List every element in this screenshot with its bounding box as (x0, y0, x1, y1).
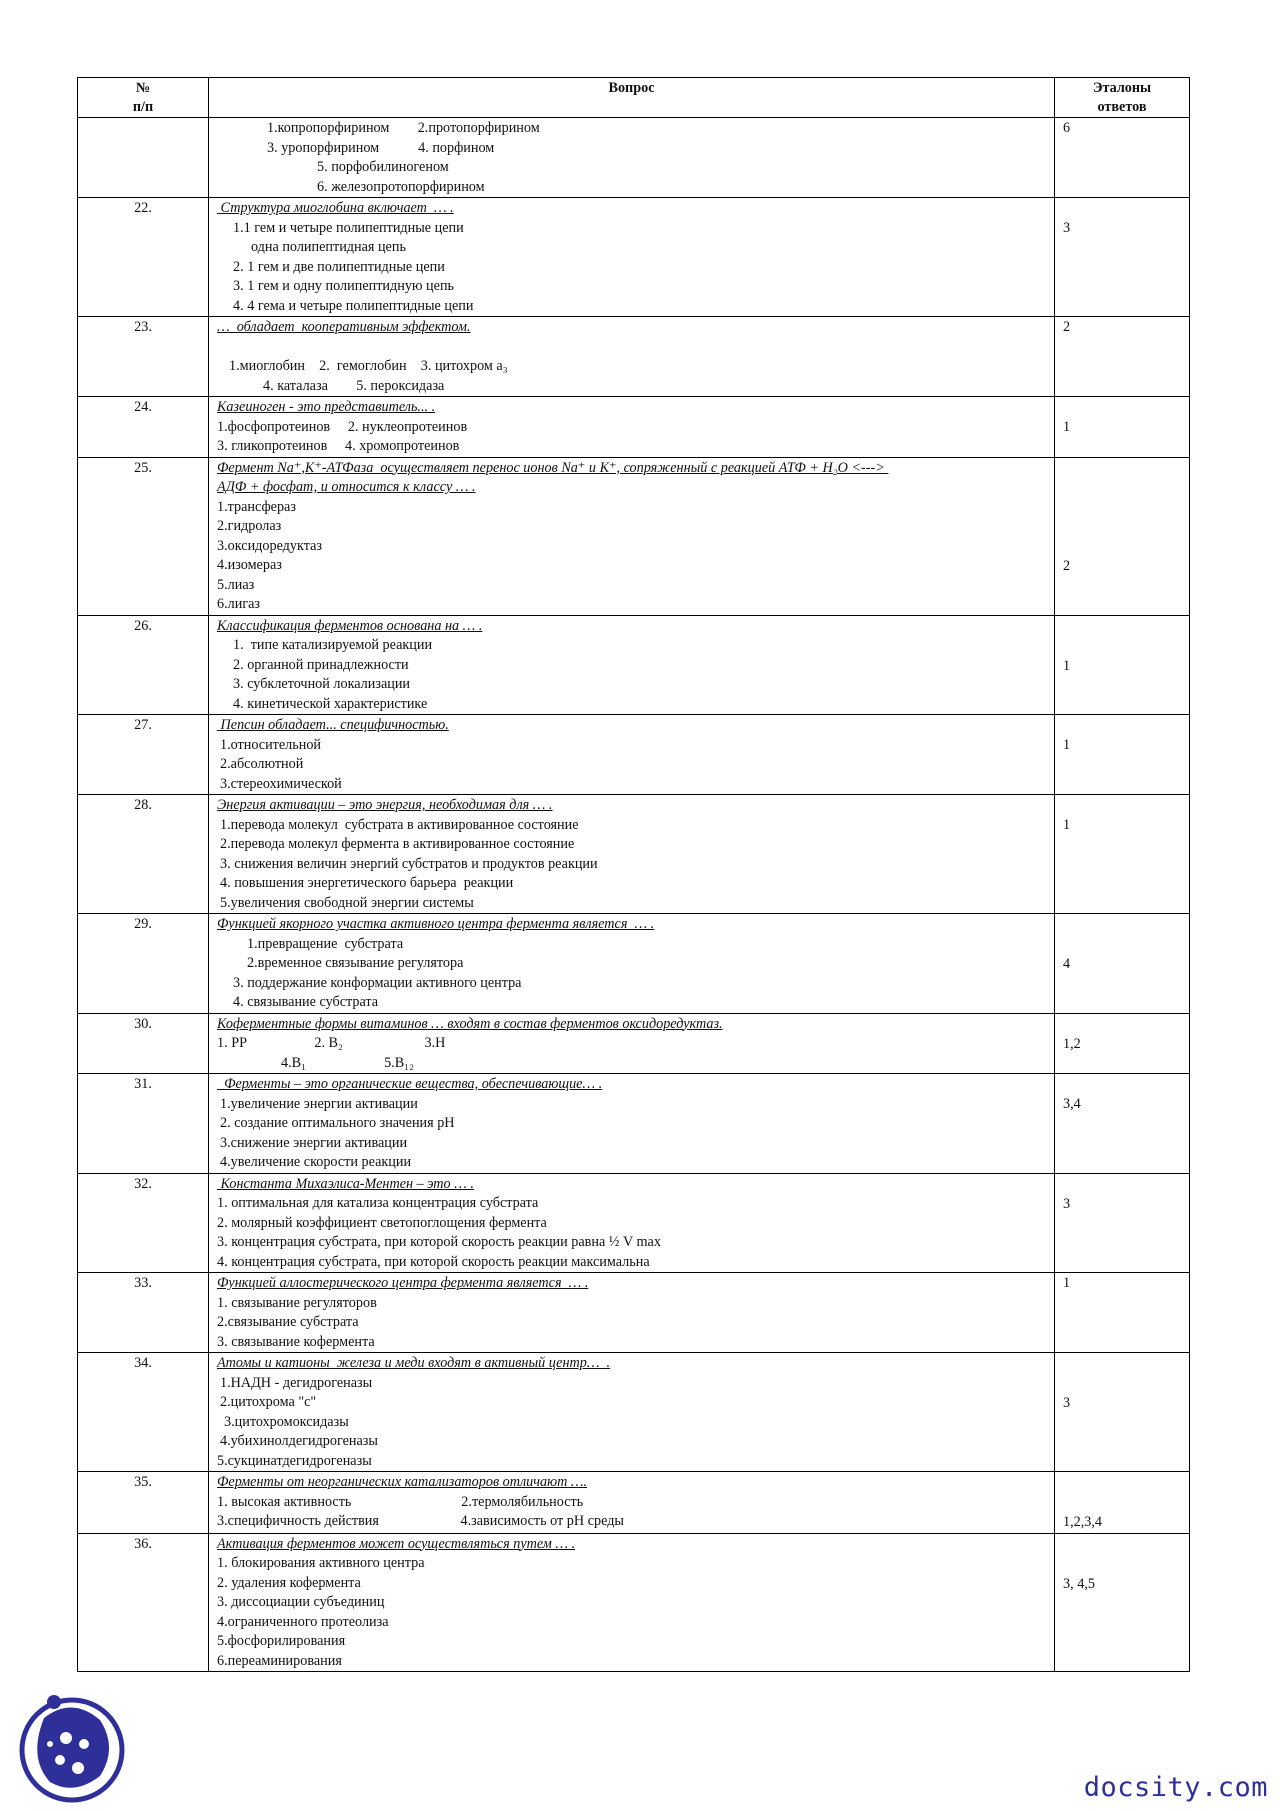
table-row (78, 1533, 1190, 1672)
question-text: Ферменты от неорганических катализаторов отличают …. (217, 1474, 588, 1490)
answer-option: 3. 1 гем и одну полипептидную цепь (233, 278, 455, 294)
header-number-line-2: п/п (132, 99, 154, 115)
question-number: 34. (78, 1353, 209, 1472)
table-row (78, 715, 1190, 795)
reference-answer-cell (1055, 1533, 1190, 1672)
reference-answer-cell (1055, 1472, 1190, 1534)
reference-answer-cell (1055, 1074, 1190, 1174)
reference-answer: 1 (1063, 419, 1071, 435)
table-row (78, 1353, 1190, 1472)
question-cell (209, 1353, 1055, 1472)
header-answer (1055, 78, 1190, 118)
reference-answer-cell (1055, 914, 1190, 1014)
reference-answer-cell (1055, 1173, 1190, 1273)
reference-answer-cell (1055, 1353, 1190, 1472)
answer-option: 1. блокирования активного центра (217, 1555, 425, 1571)
answer-option: 5.фосфорилирования (217, 1633, 346, 1649)
question-cell (209, 1013, 1055, 1074)
table-row (78, 1074, 1190, 1174)
answer-option: 1.1 гем и четыре полипептидные цепи (233, 219, 464, 236)
question-cell (209, 457, 1055, 615)
reference-answer: 6 (1063, 120, 1071, 136)
answer-option: 4. каталаза 5. пероксидаза (263, 377, 445, 394)
header-row (78, 78, 1190, 118)
question-number: 24. (78, 397, 209, 458)
question-cell (209, 615, 1055, 715)
table-row (78, 1173, 1190, 1273)
answer-option: 1. оптимальная для катализа концентрация субстрата (217, 1195, 539, 1211)
reference-answer: 3 (1063, 1195, 1071, 1212)
question-cell (209, 1074, 1055, 1174)
question-text: Атомы и катионы железа и меди входят в активный центр… . (217, 1355, 611, 1371)
answer-option: 6.лигаз (217, 596, 261, 612)
question-rows (78, 118, 1190, 1672)
answer-option: 5. порфобилиногеном (317, 159, 449, 175)
answer-option: 1. связывание регуляторов (217, 1294, 377, 1311)
answer-option: 4.ограниченного протеолиза (217, 1613, 389, 1630)
question-number: 31. (78, 1074, 209, 1174)
question-number: 26. (78, 615, 209, 715)
docsity-logo-icon (14, 1688, 134, 1808)
question-number: 27. (78, 715, 209, 795)
question-text: Активация ферментов может осуществляться путем … . (217, 1535, 576, 1552)
answer-option: 5.увеличения свободной энергии системы (220, 894, 474, 911)
reference-answer: 1 (1063, 817, 1071, 833)
answer-option: 4. связывание субстрата (233, 994, 379, 1010)
question-number (78, 118, 209, 198)
answer-option: 1.копропорфирином 2.протопорфирином (267, 120, 540, 136)
question-text: Функцией якорного участка активного центра фермента является … . (217, 916, 655, 932)
answer-option: 4.увеличение скорости реакции (220, 1154, 412, 1170)
header-number (78, 78, 209, 118)
reference-answer-cell (1055, 397, 1190, 458)
reference-answer-cell (1055, 1013, 1190, 1074)
question-cell (209, 317, 1055, 397)
table-row (78, 1472, 1190, 1534)
header-question: Вопрос (209, 78, 1055, 118)
question-cell (209, 397, 1055, 458)
table-row (78, 198, 1190, 317)
answer-option: 2. 1 гем и две полипептидные цепи (233, 258, 445, 275)
answer-option: 2.цитохрома "с" (220, 1394, 317, 1410)
question-text: Функцией аллостерического центра фермента является … . (217, 1275, 589, 1291)
reference-answer: 1 (1063, 657, 1071, 674)
reference-answer: 1,2 (1063, 1035, 1081, 1052)
answer-option: 2.временное связывание регулятора (247, 955, 464, 971)
question-number: 35. (78, 1472, 209, 1534)
question-text: Ферменты – это органические вещества, обеспечивающие… . (217, 1076, 603, 1092)
answer-option: 6.переаминирования (217, 1652, 342, 1669)
answer-option: 1.относительной (220, 736, 322, 753)
answer-option: 1. высокая активность 2.термолябильность (217, 1493, 584, 1510)
answer-option: 1.перевода молекул субстрата в активированное состояние (220, 816, 579, 833)
table-row (78, 1273, 1190, 1353)
answer-option: 5.лиаз (217, 576, 255, 593)
answer-option: 1.превращение субстрата (247, 935, 404, 952)
docsity-watermark: docsity.com (1083, 1772, 1268, 1803)
table-row (78, 1013, 1190, 1074)
answer-option: 3. концентрация субстрата, при которой скорость реакции равна ½ V max (217, 1234, 661, 1250)
reference-answer: 2 (1063, 557, 1071, 574)
question-cell (209, 715, 1055, 795)
question-text: Структура миоглобина включает … . (217, 200, 454, 216)
question-cell (209, 914, 1055, 1014)
question-number: 32. (78, 1173, 209, 1273)
reference-answer: 1 (1063, 1275, 1071, 1291)
answer-option: одна полипептидная цепь (251, 239, 406, 255)
question-number: 22. (78, 198, 209, 317)
table-row (78, 615, 1190, 715)
question-text: Пепсин обладает... специфичностью. (217, 717, 449, 733)
answer-option: 4. повышения энергетического барьера реакции (220, 875, 514, 891)
reference-answer-cell (1055, 715, 1190, 795)
answer-option: 1.миоглобин 2. гемоглобин 3. цитохром а₃ (229, 358, 508, 374)
answer-option: 6. железопротопорфирином (317, 178, 485, 195)
answer-option: 2. молярный коэффициент светопоглощения фермента (217, 1214, 547, 1231)
header-answer-line-2: ответов (1097, 99, 1147, 115)
question-cell (209, 118, 1055, 198)
question-text: Энергия активации – это энергия, необходимая для … . (217, 797, 553, 813)
question-text: Константа Михаэлиса-Ментен – это … . (217, 1175, 474, 1192)
reference-answer-cell (1055, 795, 1190, 914)
question-number: 29. (78, 914, 209, 1014)
question-text: Фермент Na⁺,K⁺-АТФаза осуществляет перенос ионов Na⁺ и K⁺, сопряженный с реакцией АТФ + Н₂О <---> (217, 459, 889, 476)
question-text: АДФ + фосфат, и относится к классу … . (217, 479, 476, 495)
header-number-line-1: № (135, 80, 151, 96)
answer-option: 3. уропорфирином 4. порфином (267, 139, 495, 156)
answer-option: 1.НАДН - дегидрогеназы (220, 1374, 373, 1391)
question-text: Коферментные формы витаминов … входят в состав ферментов оксидоредуктаз. (217, 1015, 723, 1032)
reference-answer-cell (1055, 198, 1190, 317)
answer-option: 3.цитохромоксидазы (224, 1413, 349, 1430)
question-text: Казеиноген - это представитель... . (217, 399, 436, 415)
reference-answer: 1 (1063, 737, 1071, 753)
table-row (78, 397, 1190, 458)
question-cell (209, 795, 1055, 914)
answer-option: 1.трансфераз (217, 498, 296, 515)
question-number: 23. (78, 317, 209, 397)
table-row (78, 118, 1190, 198)
question-number: 25. (78, 457, 209, 615)
answer-option: 3. диссоциации субъединиц (217, 1594, 385, 1610)
answer-option: 4.убихинолдегидрогеназы (220, 1433, 378, 1449)
reference-answer: 3 (1063, 220, 1071, 236)
question-number: 30. (78, 1013, 209, 1074)
answer-option: 2.абсолютной (220, 756, 304, 772)
reference-answer: 3,4 (1063, 1096, 1081, 1112)
answer-option: 2.связывание субстрата (217, 1314, 359, 1330)
question-number: 28. (78, 795, 209, 914)
question-cell (209, 1173, 1055, 1273)
answer-option: 3. поддержание конформации активного центра (233, 974, 522, 991)
question-text: Классификация ферментов основана на … . (217, 617, 483, 634)
table-row (78, 914, 1190, 1014)
reference-answer-cell (1055, 118, 1190, 198)
answer-option: 3. гликопротеинов 4. хромопротеинов (217, 438, 460, 454)
reference-answer: 4 (1063, 956, 1071, 972)
answer-option: 2. органной принадлежности (233, 656, 409, 673)
table-row (78, 317, 1190, 397)
reference-answer-cell (1055, 317, 1190, 397)
question-cell (209, 1273, 1055, 1353)
answer-option: 4.изомераз (217, 557, 282, 573)
question-number: 33. (78, 1273, 209, 1353)
answer-option: 3.стереохимической (220, 775, 342, 792)
answer-option: 3. связывание кофермента (217, 1333, 375, 1350)
reference-answer-cell (1055, 1273, 1190, 1353)
reference-answer: 2 (1063, 319, 1071, 335)
question-cell (209, 198, 1055, 317)
answer-option (217, 338, 1046, 358)
answer-option: 4. 4 гема и четыре полипептидные цепи (233, 297, 474, 314)
reference-answer: 1,2,3,4 (1063, 1514, 1103, 1530)
answer-option: 3.снижение энергии активации (220, 1134, 408, 1151)
answer-option: 2.гидролаз (217, 518, 282, 534)
answer-option: 3. субклеточной локализации (233, 676, 411, 692)
answer-option: 3.специфичность действия 4.зависимость от рН среды (217, 1513, 624, 1529)
reference-answer: 3, 4,5 (1063, 1575, 1095, 1592)
question-number: 36. (78, 1533, 209, 1672)
answer-option: 4. кинетической характеристике (233, 695, 428, 712)
reference-answer-cell (1055, 457, 1190, 615)
table-row (78, 795, 1190, 914)
question-table (77, 77, 1190, 1672)
answer-option: 2.перевода молекул фермента в активированное состояние (220, 836, 575, 852)
answer-option: 2. создание оптимального значения рН (220, 1115, 455, 1131)
answer-option: 3.оксидоредуктаз (217, 537, 322, 554)
answer-option: 1.фосфопротеинов 2. нуклеопротеинов (217, 418, 468, 435)
table-row (78, 457, 1190, 615)
answer-option: 1. РР 2. В₂ 3.Н (217, 1035, 446, 1051)
header-answer-line-1: Эталоны (1092, 80, 1152, 96)
answer-option: 1.увеличение энергии активации (220, 1095, 418, 1112)
answer-option: 4. концентрация субстрата, при которой скорость реакции максимальна (217, 1253, 650, 1270)
answer-option: 5.сукцинатдегидрогеназы (217, 1452, 372, 1469)
reference-answer: 3 (1063, 1395, 1071, 1411)
question-text: … обладает кооперативным эффектом. (217, 319, 471, 335)
answer-option: 4.В₁ 5.В₁₂ (281, 1054, 415, 1071)
reference-answer-cell (1055, 615, 1190, 715)
question-cell (209, 1533, 1055, 1672)
answer-option: 1. типе катализируемой реакции (233, 637, 433, 653)
answer-option: 2. удаления кофермента (217, 1574, 361, 1591)
answer-option: 3. снижения величин энергий субстратов и продуктов реакции (220, 855, 598, 872)
question-cell (209, 1472, 1055, 1534)
